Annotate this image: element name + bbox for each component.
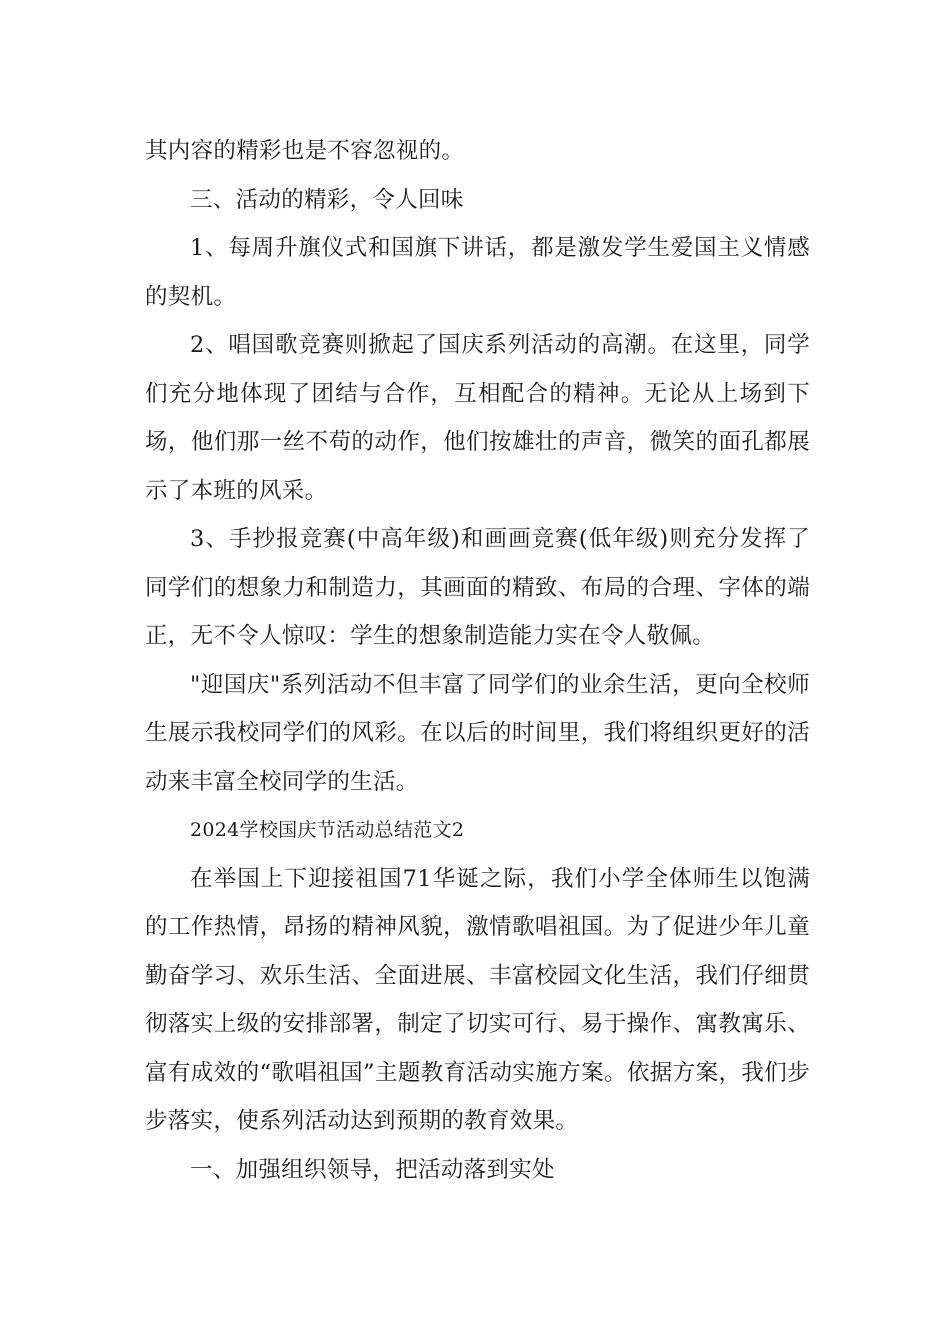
list-item-newspaper-contest: 3、手抄报竞赛(中高年级)和画画竞赛(低年级)则充分发挥了同学们的想象力和制造力，其画面的精致、布局的合理、字体的端正，无不令人惊叹：学生的想象制造能力实在令人敬佩。 <box>145 526 810 649</box>
paragraph-continuation: 其内容的精彩也是不容忽视的。 <box>145 138 465 164</box>
section-heading-leadership: 一、加强组织领导，把活动落到实处 <box>190 1156 555 1183</box>
document-page <box>145 127 810 1194</box>
section-heading-activities: 三、活动的精彩，令人回味 <box>190 186 464 213</box>
paragraph-summary: "迎国庆"系列活动不但丰富了同学们的业余生活，更向全校师生展示我校同学们的风彩。在以后的时间里，我们将组织更好的活动来丰富全校同学的生活。 <box>145 671 810 795</box>
article-title: 2024学校国庆节活动总结范文2 <box>190 819 465 841</box>
list-item-anthem-contest: 2、唱国歌竞赛则掀起了国庆系列活动的高潮。在这里，同学们充分地体现了团结与合作，互相配合的精神。无论从上场到下场，他们那一丝不苟的动作，他们按雄壮的声音，微笑的面孔都展示了本班的风采。 <box>145 332 810 504</box>
paragraph-intro: 在举国上下迎接祖国71华诞之际，我们小学全体师生以饱满的工作热情，昂扬的精神风貌，激情歌唱祖国。为了促进少年儿童勤奋学习、欢乐生活、全面进展、丰富校园文化生活，我们仔细贯彻落实上级的安排部署，制定了切实可行、易于操作、寓教寓乐、富有成效的“歌唱祖国”主题教育活动实施方案。依据方案，我们步步落实，使系列活动达到预期的教育效果。 <box>145 865 810 1134</box>
list-item-flag-ceremony: 1、每周升旗仪式和国旗下讲话，都是激发学生爱国主义情感的契机。 <box>145 235 810 310</box>
